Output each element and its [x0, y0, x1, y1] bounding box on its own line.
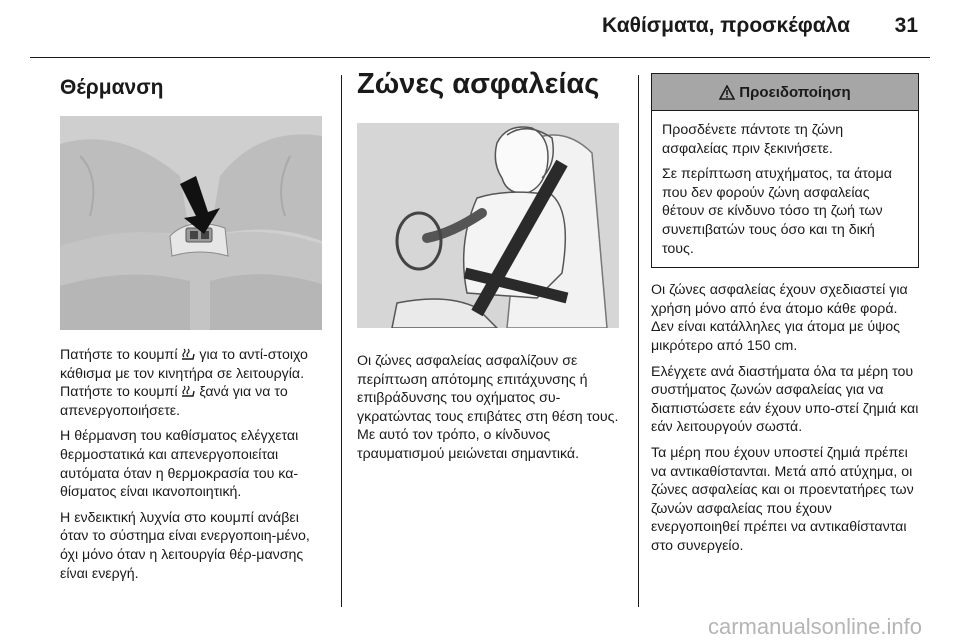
seatbelts-column — [357, 58, 619, 471]
heating-heading: Θέρμανση — [60, 76, 164, 99]
seatbelts-paragraph-1: Οι ζώνες ασφαλείας ασφαλίζουν σε περίπτωση απότομης επιτάχυνσης ή επιβράδυνσης του οχήματος συ-γκρατώντας τους επιβάτες στη θέση τους. Με αυτό τον τρόπο, ο κίνδυνος τραυματισμού μειώνεται σημαντικά. — [357, 353, 619, 462]
seatbelt-illustration — [357, 123, 619, 328]
watermark: carmanualsonline.info — [707, 614, 922, 639]
warning-paragraph-1: Προσδένετε πάντοτε τη ζώνη ασφαλείας πριν ξεκινήσετε. — [662, 122, 844, 157]
page-number: 31 — [894, 14, 918, 37]
page-header — [0, 0, 960, 50]
seat-heating-icon — [181, 348, 195, 360]
warning-body — [652, 111, 918, 267]
page-title: Καθίσματα, προσκέφαλα — [602, 14, 850, 37]
seat-heating-icon — [181, 385, 195, 397]
heating-paragraph-2: Η θέρμανση του καθίσματος ελέγχεται θερμοστατικά και απενεργοποιείται αυτόματα όταν η θερμοκρασία του κα-θίσματος είναι ικανοποιητική. — [60, 428, 299, 501]
warning-triangle-icon — [719, 85, 735, 100]
warning-title: Προειδοποίηση — [739, 83, 851, 101]
right-paragraph-3: Τα μέρη που έχουν υποστεί ζημιά πρέπει να αντικαθίστανται. Μετά από ατύχημα, οι ζώνες ασφαλείας και οι προεντατήρες των ζωνών ασφαλείας που έχουν ενεργοποιηθεί πρέπει να αντικαθίστανται στο συνεργείο. — [651, 444, 914, 554]
warning-box — [651, 73, 919, 268]
heating-paragraph-1: Πατήστε το κουμπί για το αντί-στοιχο κάθισμα με τον κινητήρα σε λειτουργία. Πατήστε το κουμπί ξανά για να το απενεργοποιήσετε. — [60, 347, 308, 419]
warning-header — [652, 74, 918, 111]
right-paragraph-1: Οι ζώνες ασφαλείας έχουν σχεδιαστεί για χρήση μόνο από ένα άτομο κάθε φορά. Δεν είναι κατάλληλες για άτομα με ύψος μικρότερο από 150 cm. — [651, 282, 908, 354]
warning-paragraph-2: Σε περίπτωση ατυχήματος, τα άτομα που δεν φορούν ζώνη ασφαλείας θέτουν σε κίνδυνο τόσο τη ζωή των συνεπιβατών τους όσο και τη δική τους. — [662, 166, 892, 257]
seat-heating-illustration — [60, 116, 322, 330]
column-divider-left — [341, 75, 342, 607]
seatbelts-heading: Ζώνες ασφαλείας — [357, 68, 600, 100]
heating-paragraph-3: Η ενδεικτική λυχνία στο κουμπί ανάβει όταν το σύστημα είναι ενεργοποιη-μένο, όχι μόνο όταν η λειτουργία θέρ-μανσης είναι ενεργή. — [60, 509, 310, 582]
heating-column — [60, 58, 322, 590]
warning-column — [651, 58, 919, 562]
right-paragraph-2: Ελέγχετε ανά διαστήματα όλα τα μέρη του συστήματος ζωνών ασφαλείας για να διαπιστώσετε εάν έχουν υπο-στεί ζημιά και εάν λειτουργούν σωστά. — [651, 363, 919, 436]
column-divider-right — [638, 75, 639, 607]
